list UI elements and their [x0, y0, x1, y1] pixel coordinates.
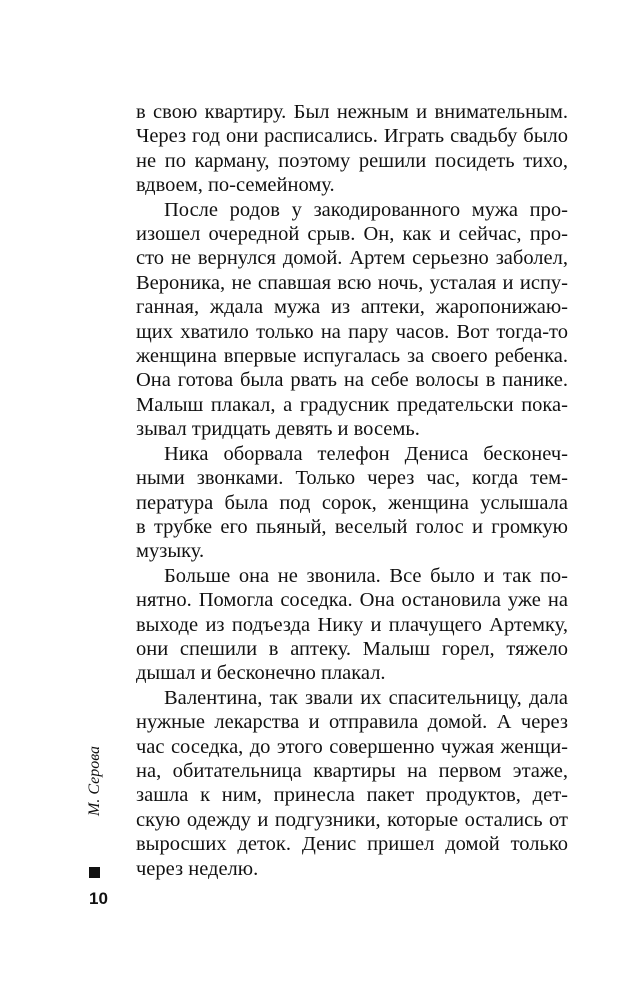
text-line: не по карману, поэтому решили посидеть тихо,	[136, 149, 568, 172]
text-line: пература была под сорок, женщина услышала	[136, 491, 568, 514]
text-line: сто не вернулся домой. Артем серьезно заболел,	[136, 247, 568, 270]
text-line: на, обитательница квартиры на первом этаже,	[136, 759, 568, 782]
text-line: музыку.	[136, 540, 205, 563]
paragraph-3	[136, 442, 568, 564]
page-number: 10	[89, 889, 108, 908]
paragraph-4	[136, 564, 568, 686]
text-line: дышал и бесконечно плакал.	[136, 662, 386, 685]
text-line: Ника оборвала телефон Дениса бесконеч-	[164, 442, 568, 465]
text-line: Валентина, так звали их спасительницу, дала	[164, 686, 568, 709]
text-line: ганная, ждала мужа из аптеки, жаропонижаю-	[136, 296, 568, 319]
paragraph-5	[136, 686, 568, 881]
author-running-head: М. Серова	[86, 745, 103, 816]
text-line: Вероника, не спавшая всю ночь, усталая и испу-	[136, 271, 568, 294]
text-line: Она готова была рвать на себе волосы в панике.	[136, 369, 568, 392]
text-line: они спешили в аптеку. Малыш горел, тяжело	[136, 637, 568, 660]
text-line: зывал тридцать девять и восемь.	[136, 418, 420, 441]
text-line: Больше она не звонила. Все было и так по-	[164, 564, 568, 587]
text-line: женщина впервые испугалась за своего ребенка.	[136, 345, 568, 368]
text-line: изошел очередной срыв. Он, как и сейчас, про-	[136, 223, 568, 246]
paragraph-2	[136, 198, 568, 442]
text-line: выросших деток. Денис пришел домой только	[136, 833, 568, 856]
text-line: скую одежду и подгузники, которые остались от	[136, 808, 568, 831]
text-line: выходе из подъезда Нику и плачущего Артемку,	[136, 613, 568, 636]
text-line: нужные лекарства и отправила домой. А через	[136, 711, 568, 734]
text-line: в трубке его пьяный, веселый голос и громкую	[136, 515, 568, 538]
body-text	[136, 100, 568, 881]
text-line: час соседка, до этого совершенно чужая женщи-	[136, 735, 568, 758]
paragraph-1	[136, 100, 568, 198]
text-line: зашла к ним, принесла пакет продуктов, дет-	[136, 784, 568, 807]
text-line: Через год они расписались. Играть свадьбу было	[136, 125, 568, 148]
text-line: щих хватило только на пару часов. Вот тогда-то	[136, 320, 568, 343]
text-line: через неделю.	[136, 857, 259, 880]
square-marker-icon	[89, 867, 100, 878]
text-line: Малыш плакал, а градусник предательски пока-	[136, 393, 568, 416]
text-line: в свою квартиру. Был нежным и внимательным.	[136, 101, 568, 123]
text-line: После родов у закодированного мужа про-	[164, 198, 568, 221]
text-line: вдвоем, по-семейному.	[136, 174, 335, 197]
text-line: ными звонками. Только через час, когда тем-	[136, 467, 568, 490]
text-line: нятно. Помогла соседка. Она остановила уже на	[136, 589, 568, 612]
